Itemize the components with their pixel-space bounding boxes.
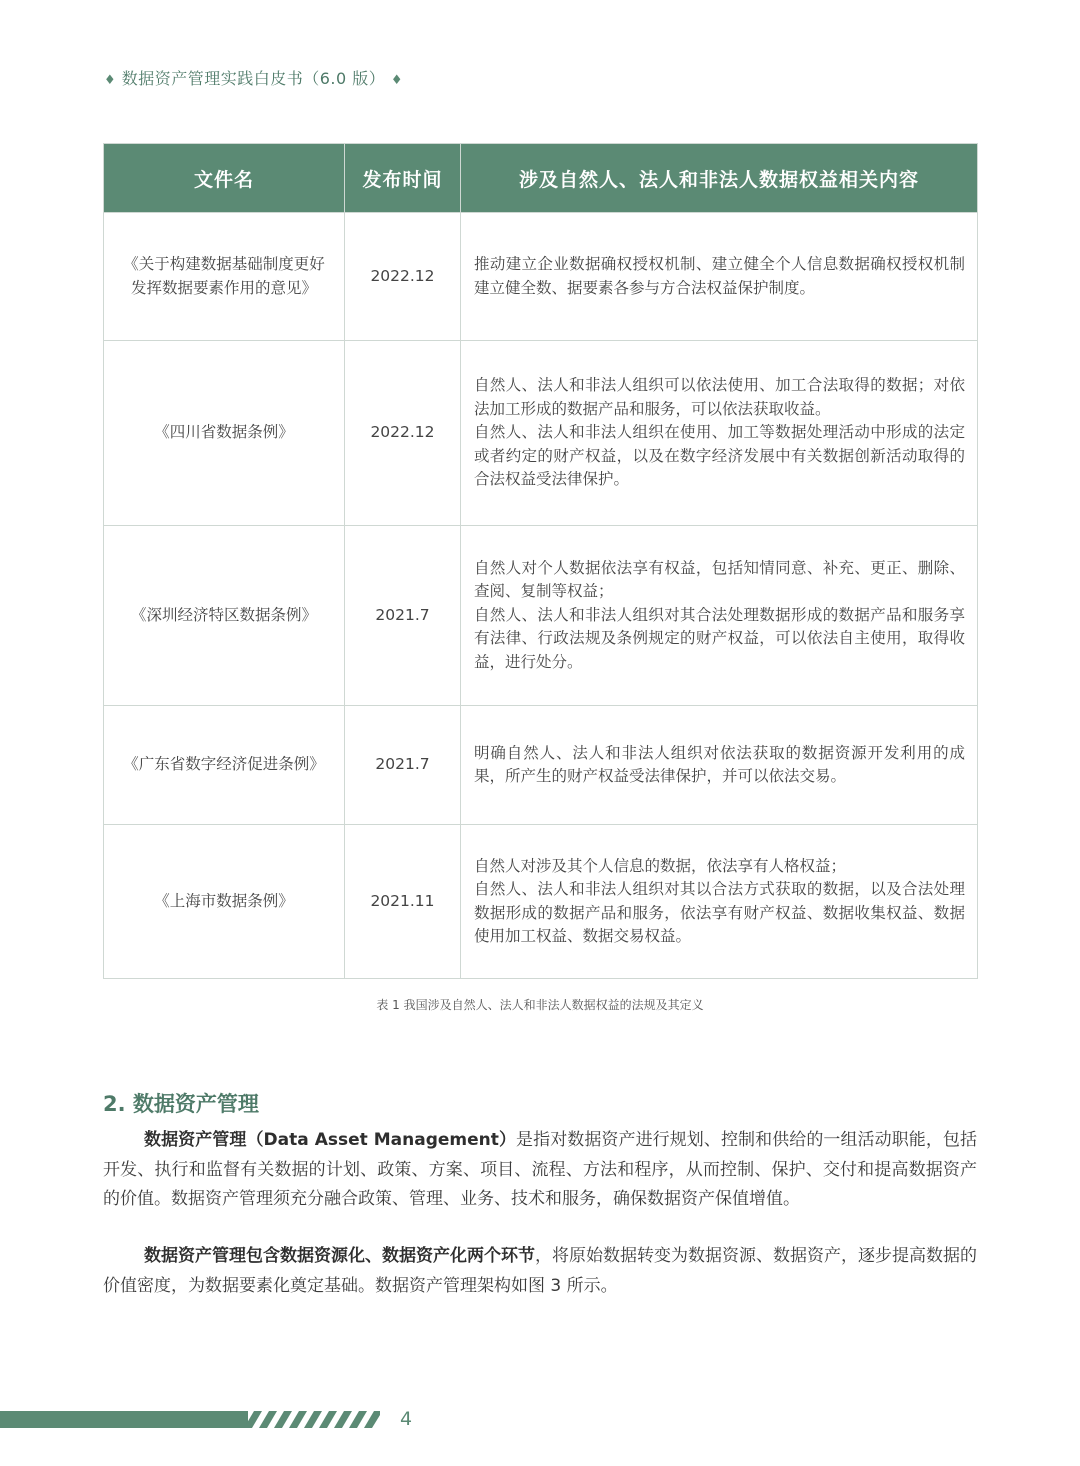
running-head <box>104 66 403 89</box>
table-row <box>104 213 978 341</box>
rights-content-paragraph: 自然人、法人和非法人组织对其合法处理数据形成的数据产品和服务享有法律、行政法规及条例规定的财产权益，可以依法自主使用，取得收益，进行处分。 <box>474 605 965 671</box>
regulations-table <box>103 143 978 979</box>
document-name-line: 《上海市数据条例》 <box>154 891 294 910</box>
document-name-cell <box>104 213 345 341</box>
publish-date-cell: 2021.7 <box>345 526 461 706</box>
document-name-cell <box>104 706 345 825</box>
publish-date-cell: 2022.12 <box>345 213 461 341</box>
document-name-cell <box>104 825 345 979</box>
footer-stripes <box>240 1411 380 1428</box>
table-caption: 表 1 我国涉及自然人、法人和非法人数据权益的法规及其定义 <box>376 998 704 1012</box>
bold-lead-text: 数据资产管理包含数据资源化、数据资产化两个环节 <box>144 1246 535 1266</box>
publish-date-cell: 2021.11 <box>345 825 461 979</box>
page-number: 4 <box>400 1408 413 1430</box>
paragraph-text: ，将原始数据转变为数据资源、数据资产，逐步提高数据的价值密度，为数据要素化奠定基础。数据资产管理架构如图 3 所示。 <box>103 1246 977 1296</box>
table-row <box>104 341 978 526</box>
column-header-date: 发布时间 <box>345 144 461 213</box>
bold-lead-text: 数据资产管理（Data Asset Management） <box>144 1130 517 1150</box>
document-name-cell <box>104 526 345 706</box>
body-paragraph <box>103 1242 977 1301</box>
rights-content-cell <box>461 706 978 825</box>
diamond-icon: ♦ <box>104 73 117 88</box>
table-header-row <box>104 144 978 213</box>
document-name-line: 《深圳经济特区数据条例》 <box>130 605 317 624</box>
table-row <box>104 526 978 706</box>
rights-content-paragraph: 明确自然人、法人和非法人组织对依法获取的数据资源开发利用的成果，所产生的财产权益受法律保护，并可以依法交易。 <box>474 743 965 785</box>
rights-content-paragraph: 推动建立企业数据确权授权机制、建立健全个人信息数据确权授权机制建立健全数、据要素各参与方合法权益保护制度。 <box>474 255 965 297</box>
rights-content-cell <box>461 526 978 706</box>
rights-content-paragraph: 自然人对个人数据依法享有权益，包括知情同意、补充、更正、删除、查阅、复制等权益； <box>474 558 965 601</box>
document-name-line: 《关于构建数据基础制度更好 <box>123 255 325 273</box>
section-title: 2. 数据资产管理 <box>103 1092 259 1116</box>
diamond-icon: ♦ <box>390 73 404 88</box>
publish-date-cell: 2022.12 <box>345 341 461 526</box>
column-header-name: 文件名 <box>104 144 345 213</box>
document-name-line: 《广东省数字经济促进条例》 <box>123 755 325 774</box>
body-paragraph <box>103 1126 977 1215</box>
column-header-content: 涉及自然人、法人和非法人数据权益相关内容 <box>461 144 978 213</box>
rights-content-cell <box>461 825 978 979</box>
paragraph-text: 是指对数据资产进行规划、控制和供给的一组活动职能，包括开发、执行和监督有关数据的计划、政策、方案、项目、流程、方法和程序，从而控制、保护、交付和提高数据资产的价值。数据资产管理须充分融合政策、管理、业务、技术和服务，确保数据资产保值增值。 <box>103 1130 978 1209</box>
rights-content-paragraph: 自然人对涉及其个人信息的数据，依法享有人格权益； <box>474 856 847 875</box>
document-name-cell <box>104 341 345 526</box>
footer-bar <box>0 1411 248 1428</box>
running-head-title: 数据资产管理实践白皮书（6.0 版） <box>121 69 386 88</box>
table-row <box>104 706 978 825</box>
rights-content-paragraph: 自然人、法人和非法人组织对其以合法方式获取的数据，以及合法处理数据形成的数据产品和服务，依法享有财产权益、数据收集权益、数据使用加工权益、数据交易权益。 <box>474 880 965 945</box>
table-row <box>104 825 978 979</box>
rights-content-paragraph: 自然人、法人和非法人组织可以依法使用、加工合法取得的数据；对依法加工形成的数据产品和服务，可以依法获取收益。 <box>474 376 965 418</box>
rights-content-paragraph: 自然人、法人和非法人组织在使用、加工等数据处理活动中形成的法定或者约定的财产权益，以及在数字经济发展中有关数据创新活动取得的合法权益受法律保护。 <box>474 423 965 489</box>
rights-content-cell <box>461 213 978 341</box>
document-name-line: 《四川省数据条例》 <box>154 423 294 442</box>
publish-date-cell: 2021.7 <box>345 706 461 825</box>
document-name-line: 发挥数据要素作用的意见》 <box>130 278 317 297</box>
rights-content-cell <box>461 341 978 526</box>
